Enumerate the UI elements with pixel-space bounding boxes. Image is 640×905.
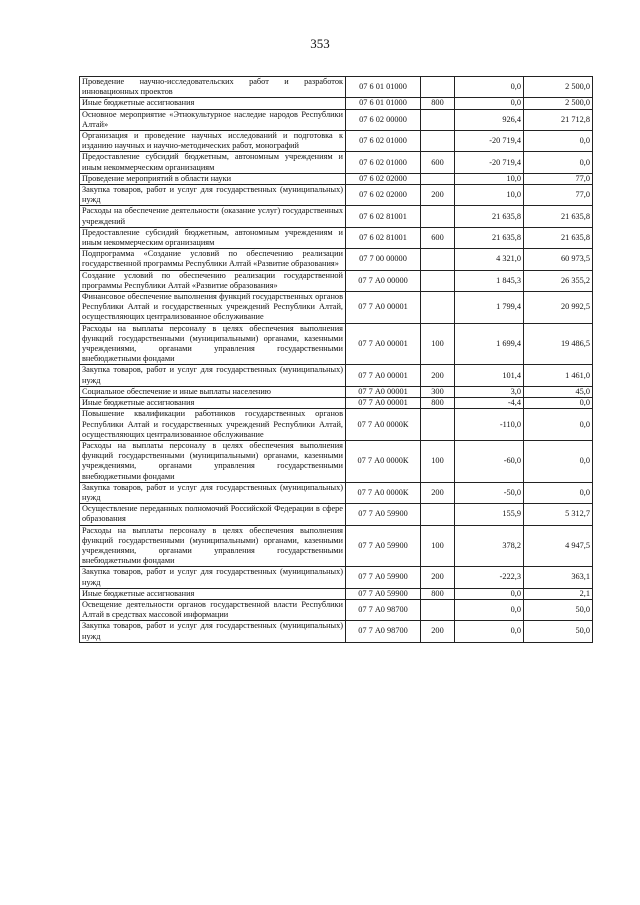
row-name: Иные бюджетные ассигнования — [80, 398, 346, 409]
table-row — [80, 409, 593, 441]
row-amount-change: 0,0 — [455, 599, 524, 620]
table-row — [80, 249, 593, 270]
row-amount-change: 0,0 — [455, 98, 524, 109]
row-expense-type — [421, 270, 455, 291]
row-amount-change: 1 699,4 — [455, 323, 524, 365]
row-amount-change: 4 321,0 — [455, 249, 524, 270]
row-name: Расходы на обеспечение деятельности (оказание услуг) государственных учреждений — [80, 206, 346, 227]
row-amount-change: 0,0 — [455, 621, 524, 642]
row-amount-change: -20 719,4 — [455, 152, 524, 173]
row-expense-type: 800 — [421, 398, 455, 409]
row-amount-change: -222,3 — [455, 567, 524, 588]
row-amount-total: 4 947,5 — [524, 525, 593, 567]
table-row — [80, 621, 593, 642]
row-amount-change: 926,4 — [455, 109, 524, 130]
row-expense-type: 800 — [421, 588, 455, 599]
row-expense-type: 300 — [421, 386, 455, 397]
row-amount-change: 0,0 — [455, 588, 524, 599]
row-name: Расходы на выплаты персоналу в целях обеспечения выполнения функций государственными (муниципальными) органами, казенными учреждениями, органами управления государственными внебюджетными фондами — [80, 525, 346, 567]
row-expense-type — [421, 292, 455, 324]
table-row — [80, 482, 593, 503]
row-name: Закупка товаров, работ и услуг для государственных (муниципальных) нужд — [80, 185, 346, 206]
table-row — [80, 588, 593, 599]
row-code: 07 7 А0 00001 — [346, 398, 421, 409]
row-name: Основное мероприятие «Этнокультурное наследие народов Республики Алтай» — [80, 109, 346, 130]
row-code: 07 6 02 01000 — [346, 131, 421, 152]
row-name: Закупка товаров, работ и услуг для государственных (муниципальных) нужд — [80, 621, 346, 642]
row-code: 07 7 00 00000 — [346, 249, 421, 270]
row-amount-change: 1 845,3 — [455, 270, 524, 291]
row-amount-change: 10,0 — [455, 173, 524, 184]
table-row — [80, 525, 593, 567]
row-amount-change: 101,4 — [455, 365, 524, 386]
row-code: 07 7 А0 59900 — [346, 525, 421, 567]
table-row — [80, 270, 593, 291]
row-amount-total: 363,1 — [524, 567, 593, 588]
row-amount-total: 21 635,8 — [524, 206, 593, 227]
row-code: 07 7 А0 98700 — [346, 621, 421, 642]
table-row — [80, 185, 593, 206]
row-amount-total: 21 635,8 — [524, 227, 593, 248]
row-name: Повышение квалификации работников государственных органов Республики Алтай и государственных учреждений Республики Алтай, осуществляющих централизованное обслуживание — [80, 409, 346, 441]
row-amount-change: -110,0 — [455, 409, 524, 441]
row-amount-change: -60,0 — [455, 440, 524, 482]
row-amount-total: 20 992,5 — [524, 292, 593, 324]
budget-table — [79, 76, 593, 643]
table-row — [80, 365, 593, 386]
row-amount-total: 2 500,0 — [524, 98, 593, 109]
row-amount-total: 45,0 — [524, 386, 593, 397]
row-code: 07 7 А0 59900 — [346, 588, 421, 599]
row-amount-total: 2,1 — [524, 588, 593, 599]
page-number: 353 — [310, 36, 330, 51]
row-name: Освещение деятельности органов государственной власти Республики Алтай в средствах массовой информации — [80, 599, 346, 620]
row-expense-type: 600 — [421, 227, 455, 248]
row-name: Организация и проведение научных исследований и подготовка к изданию научных и научно-методических работ, монографий — [80, 131, 346, 152]
row-amount-change: 21 635,8 — [455, 227, 524, 248]
row-name: Иные бюджетные ассигнования — [80, 588, 346, 599]
row-amount-change: 3,0 — [455, 386, 524, 397]
row-name: Расходы на выплаты персоналу в целях обеспечения выполнения функций государственными (муниципальными) органами, казенными учреждениями, органами управления государственными внебюджетными фондами — [80, 440, 346, 482]
table-row — [80, 398, 593, 409]
row-amount-total: 0,0 — [524, 398, 593, 409]
row-amount-change: 155,9 — [455, 504, 524, 525]
row-code: 07 6 02 02000 — [346, 185, 421, 206]
row-amount-change: 1 799,4 — [455, 292, 524, 324]
row-expense-type — [421, 77, 455, 98]
row-code: 07 7 А0 0000К — [346, 409, 421, 441]
row-code: 07 7 А0 00001 — [346, 292, 421, 324]
row-expense-type — [421, 599, 455, 620]
row-expense-type — [421, 173, 455, 184]
row-expense-type: 200 — [421, 621, 455, 642]
row-code: 07 6 02 81001 — [346, 206, 421, 227]
row-name: Предоставление субсидий бюджетным, автономным учреждениям и иным некоммерческим организациям — [80, 152, 346, 173]
table-row — [80, 109, 593, 130]
row-amount-change: 10,0 — [455, 185, 524, 206]
row-code: 07 7 А0 98700 — [346, 599, 421, 620]
row-expense-type — [421, 249, 455, 270]
row-code: 07 6 01 01000 — [346, 77, 421, 98]
row-name: Финансовое обеспечение выполнения функций государственных органов Республики Алтай и государственных учреждений Республики Алтай, осуществляющих централизованное обслуживание — [80, 292, 346, 324]
table-row — [80, 504, 593, 525]
row-code: 07 7 А0 59900 — [346, 504, 421, 525]
table-row — [80, 567, 593, 588]
row-amount-total: 77,0 — [524, 185, 593, 206]
row-amount-total: 26 355,2 — [524, 270, 593, 291]
row-amount-change: 21 635,8 — [455, 206, 524, 227]
row-code: 07 6 02 02000 — [346, 173, 421, 184]
row-amount-total: 5 312,7 — [524, 504, 593, 525]
row-name: Проведение научно-исследовательских работ и разработок инновационных проектов — [80, 77, 346, 98]
row-code: 07 7 А0 0000К — [346, 440, 421, 482]
row-name: Закупка товаров, работ и услуг для государственных (муниципальных) нужд — [80, 567, 346, 588]
table-row — [80, 599, 593, 620]
row-name: Создание условий по обеспечению реализации государственной программы Республики Алтай «Развитие образования» — [80, 270, 346, 291]
row-expense-type: 100 — [421, 525, 455, 567]
row-expense-type: 200 — [421, 365, 455, 386]
table-row — [80, 98, 593, 109]
row-expense-type — [421, 131, 455, 152]
row-amount-change: -50,0 — [455, 482, 524, 503]
row-expense-type: 200 — [421, 482, 455, 503]
row-code: 07 7 А0 00001 — [346, 365, 421, 386]
row-expense-type — [421, 504, 455, 525]
row-code: 07 7 А0 00001 — [346, 323, 421, 365]
row-name: Закупка товаров, работ и услуг для государственных (муниципальных) нужд — [80, 482, 346, 503]
row-amount-total: 50,0 — [524, 599, 593, 620]
table-body — [80, 77, 593, 643]
table-row — [80, 173, 593, 184]
table-row — [80, 131, 593, 152]
table-row — [80, 292, 593, 324]
row-code: 07 6 02 00000 — [346, 109, 421, 130]
table-row — [80, 77, 593, 98]
row-amount-total: 2 500,0 — [524, 77, 593, 98]
table-row — [80, 440, 593, 482]
row-name: Проведение мероприятий в области науки — [80, 173, 346, 184]
row-expense-type: 800 — [421, 98, 455, 109]
row-amount-total: 50,0 — [524, 621, 593, 642]
row-expense-type: 100 — [421, 323, 455, 365]
row-amount-total: 0,0 — [524, 482, 593, 503]
row-name: Предоставление субсидий бюджетным, автономным учреждениям и иным некоммерческим организациям — [80, 227, 346, 248]
row-amount-total: 0,0 — [524, 409, 593, 441]
row-expense-type: 200 — [421, 567, 455, 588]
row-code: 07 7 А0 00000 — [346, 270, 421, 291]
row-expense-type — [421, 206, 455, 227]
row-amount-total: 0,0 — [524, 152, 593, 173]
table-row — [80, 206, 593, 227]
row-amount-change: 378,2 — [455, 525, 524, 567]
row-amount-total: 0,0 — [524, 440, 593, 482]
row-code: 07 7 А0 0000К — [346, 482, 421, 503]
table-row — [80, 323, 593, 365]
row-code: 07 6 02 01000 — [346, 152, 421, 173]
row-code: 07 6 01 01000 — [346, 98, 421, 109]
row-expense-type — [421, 109, 455, 130]
row-name: Социальное обеспечение и иные выплаты населению — [80, 386, 346, 397]
table-row — [80, 386, 593, 397]
row-amount-total: 0,0 — [524, 131, 593, 152]
row-amount-change: -4,4 — [455, 398, 524, 409]
row-code: 07 7 А0 00001 — [346, 386, 421, 397]
row-expense-type: 100 — [421, 440, 455, 482]
row-amount-total: 1 461,0 — [524, 365, 593, 386]
row-expense-type: 200 — [421, 185, 455, 206]
row-amount-total: 21 712,8 — [524, 109, 593, 130]
row-code: 07 7 А0 59900 — [346, 567, 421, 588]
row-name: Подпрограмма «Создание условий по обеспечению реализации государственной программы Республики Алтай «Развитие образования» — [80, 249, 346, 270]
row-amount-total: 60 973,5 — [524, 249, 593, 270]
table-row — [80, 152, 593, 173]
row-expense-type — [421, 409, 455, 441]
table-row — [80, 227, 593, 248]
row-name: Закупка товаров, работ и услуг для государственных (муниципальных) нужд — [80, 365, 346, 386]
row-name: Иные бюджетные ассигнования — [80, 98, 346, 109]
row-amount-total: 19 486,5 — [524, 323, 593, 365]
row-amount-total: 77,0 — [524, 173, 593, 184]
row-amount-change: -20 719,4 — [455, 131, 524, 152]
row-name: Осуществление переданных полномочий Российской Федерации в сфере образования — [80, 504, 346, 525]
row-amount-change: 0,0 — [455, 77, 524, 98]
row-name: Расходы на выплаты персоналу в целях обеспечения выполнения функций государственными (муниципальными) органами, казенными учреждениями, органами управления государственными внебюджетными фондами — [80, 323, 346, 365]
row-code: 07 6 02 81001 — [346, 227, 421, 248]
row-expense-type: 600 — [421, 152, 455, 173]
